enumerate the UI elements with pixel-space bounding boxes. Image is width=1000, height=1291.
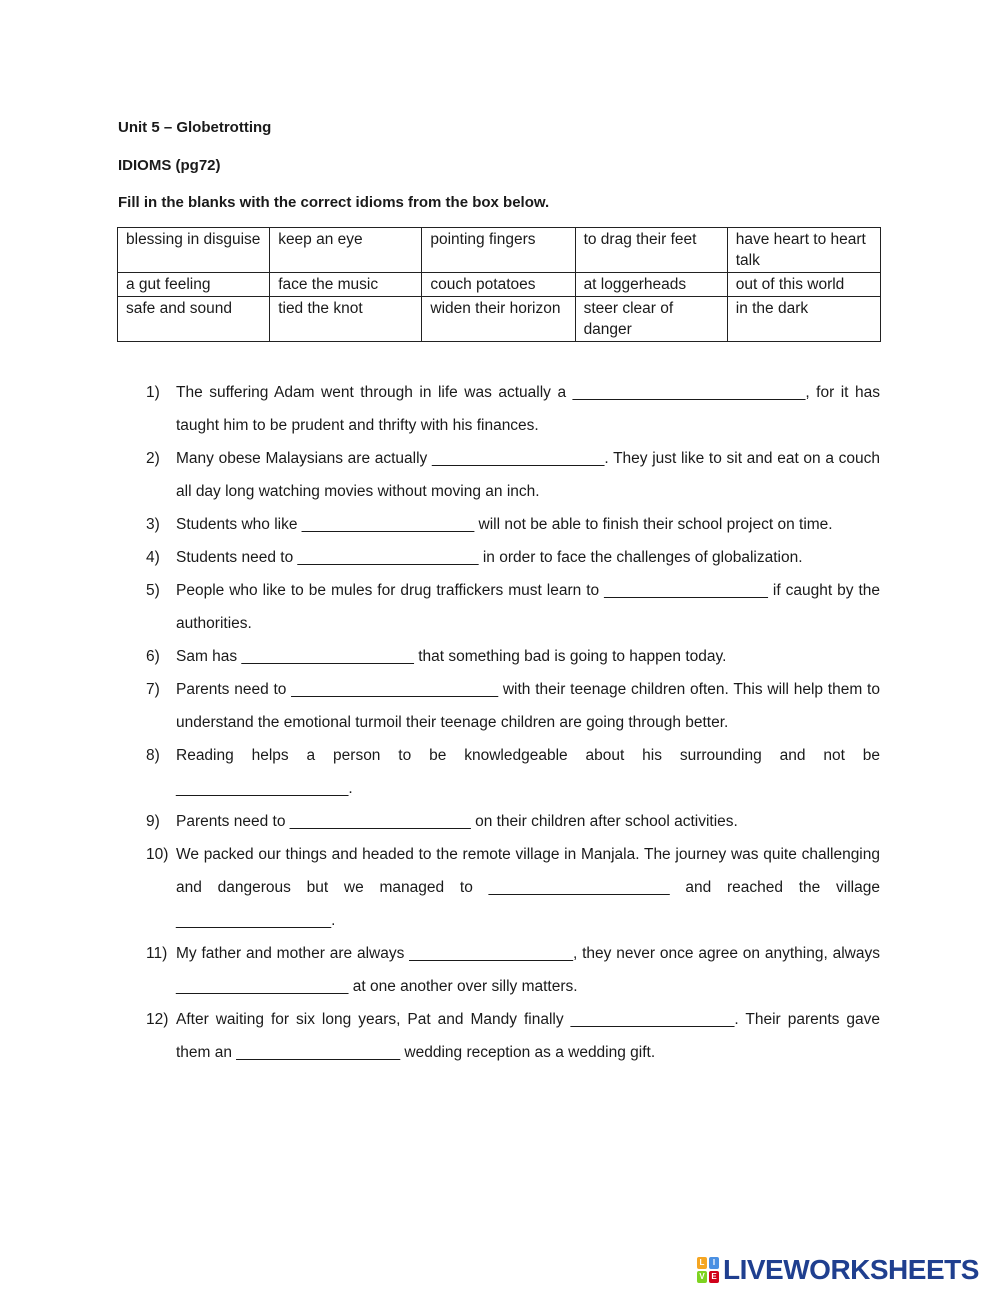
idiom-row	[118, 297, 881, 342]
idiom-cell: a gut feeling	[118, 273, 270, 297]
logo-block: E	[709, 1271, 719, 1283]
question-text: Parents need to _____________________ on their children after school activities.	[176, 813, 738, 830]
question-item	[146, 838, 880, 937]
idiom-row	[118, 228, 881, 273]
idiom-cell: to drag their feet	[575, 228, 727, 273]
idiom-cell: face the music	[270, 273, 422, 297]
idiom-cell: tied the knot	[270, 297, 422, 342]
question-text: The suffering Adam went through in life was actually a ___________________________, for it has taught him to be prudent and thrifty with his finances.	[176, 384, 880, 434]
question-text: Reading helps a person to be knowledgeable about his surrounding and not be ____________________.	[176, 747, 880, 797]
idiom-cell: have heart to heart talk	[727, 228, 880, 273]
question-text: Many obese Malaysians are actually ____________________. They just like to sit and eat on a couch all day long watching movies without moving an inch.	[176, 450, 880, 500]
question-text: After waiting for six long years, Pat and Mandy finally ___________________. Their parents gave them an ___________________ wedding reception as a wedding gift.	[176, 1011, 880, 1061]
idiom-cell: widen their horizon	[422, 297, 575, 342]
unit-title: Unit 5 – Globetrotting	[118, 119, 272, 136]
question-item	[146, 442, 880, 508]
question-item	[146, 739, 880, 805]
liveworksheets-logo[interactable]	[697, 1254, 979, 1286]
logo-block: V	[697, 1271, 707, 1283]
question-list	[146, 376, 880, 1069]
idiom-cell: keep an eye	[270, 228, 422, 273]
question-item	[146, 937, 880, 1003]
section-subtitle: IDIOMS (pg72)	[118, 157, 221, 174]
question-item	[146, 376, 880, 442]
question-number: 12)	[146, 1011, 169, 1028]
question-number: 3)	[146, 516, 160, 533]
instruction-text: Fill in the blanks with the correct idioms from the box below.	[118, 194, 550, 211]
idiom-cell: pointing fingers	[422, 228, 575, 273]
question-text: Parents need to ________________________ with their teenage children often. This will help them to understand the emotional turmoil their teenage children are going through better.	[176, 681, 880, 731]
question-number: 11)	[146, 945, 168, 962]
question-text: People who like to be mules for drug traffickers must learn to ___________________ if caught by the authorities.	[176, 582, 880, 632]
idiom-cell: at loggerheads	[575, 273, 727, 297]
question-text: Students need to _____________________ in order to face the challenges of globalization.	[176, 549, 803, 566]
question-text: My father and mother are always ___________________, they never once agree on anything, always ____________________ at one another over silly matters.	[176, 945, 880, 995]
question-number: 7)	[146, 681, 160, 698]
logo-blocks-icon	[697, 1257, 719, 1283]
idiom-cell: steer clear of danger	[575, 297, 727, 342]
question-text: We packed our things and headed to the remote village in Manjala. The journey was quite challenging and dangerous but we managed to _____________________ and reached the village __________________.	[176, 846, 880, 929]
idiom-cell: blessing in disguise	[118, 228, 270, 273]
question-text: Students who like ____________________ will not be able to finish their school project on time.	[176, 516, 833, 533]
logo-block: I	[709, 1257, 719, 1269]
idiom-box-table	[117, 227, 881, 342]
question-item	[146, 541, 880, 574]
question-number: 6)	[146, 648, 160, 665]
question-number: 2)	[146, 450, 160, 467]
question-item	[146, 1003, 880, 1069]
idiom-cell: couch potatoes	[422, 273, 575, 297]
question-number: 5)	[146, 582, 160, 599]
question-item	[146, 805, 880, 838]
question-number: 1)	[146, 384, 160, 401]
idiom-cell: in the dark	[727, 297, 880, 342]
question-number: 4)	[146, 549, 160, 566]
question-item	[146, 574, 880, 640]
logo-block: L	[697, 1257, 707, 1269]
question-number: 10)	[146, 846, 169, 863]
idiom-row	[118, 273, 881, 297]
question-number: 9)	[146, 813, 160, 830]
question-item	[146, 508, 880, 541]
question-item	[146, 640, 880, 673]
question-text: Sam has ____________________ that something bad is going to happen today.	[176, 648, 727, 665]
question-number: 8)	[146, 747, 160, 764]
question-item	[146, 673, 880, 739]
logo-text: LIVEWORKSHEETS	[723, 1254, 979, 1285]
idiom-cell: out of this world	[727, 273, 880, 297]
idiom-cell: safe and sound	[118, 297, 270, 342]
